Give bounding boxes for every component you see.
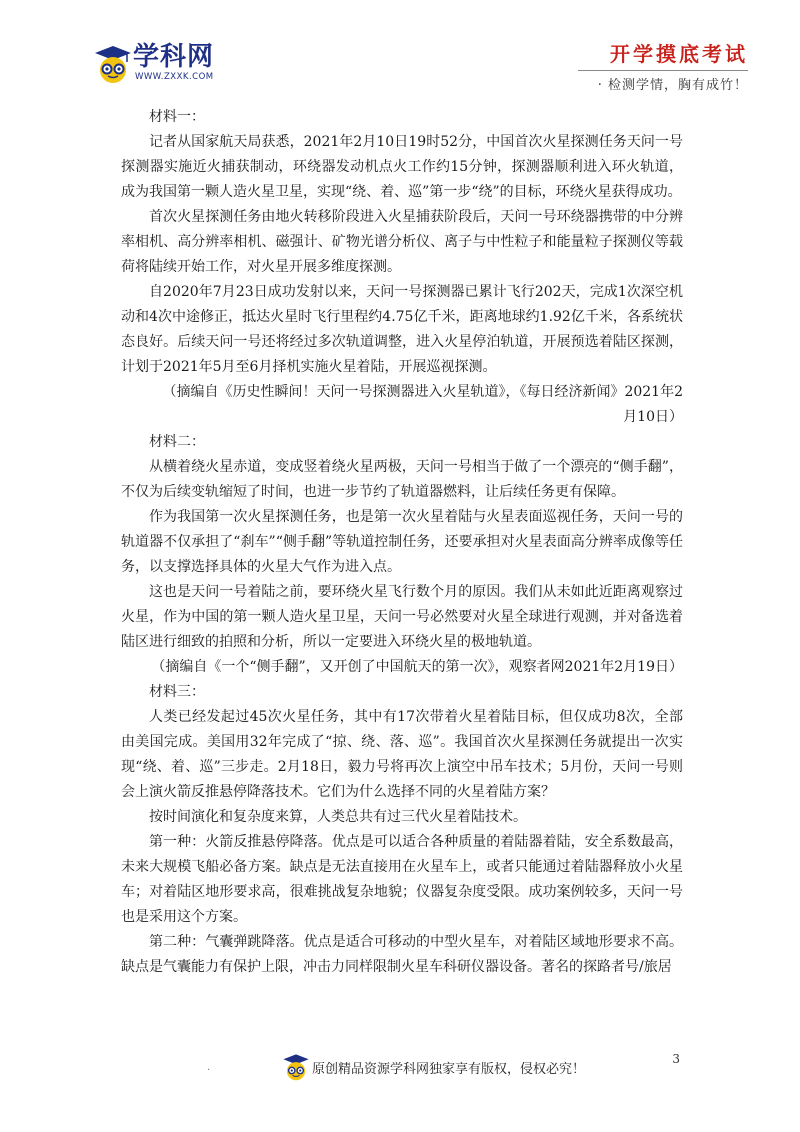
material-3-paragraph-3: 第一种：火箭反推悬停降落。优点是可以适合各种质量的着陆器着陆，安全系数最高，未来大规模飞船必备方案。缺点是无法直接用在火星车上，或者只能通过着陆器释放小火星车；对着陆区地形要求高，很难挑战复杂地貌；仪器复杂度受限。成功案例较多，天问一号也是采用这个方案。	[121, 834, 683, 925]
material-2-paragraph-3: 这也是天问一号着陆之前，要环绕火星飞行数个月的原因。我们从未如此近距离观察过火星，作为中国的第一颗人造火星卫星，天问一号必然要对火星全球进行观测，并对备选着陆区进行细致的拍照和分析，所以一定要进入环绕火星的极地轨道。	[121, 584, 683, 650]
logo-title: 学科网	[133, 42, 215, 72]
material-3-paragraph-1: 人类已经发起过45次火星任务，其中有17次带着火星着陆目标，但仅成功8次，全部由美国完成。美国用32年完成了“掠、绕、落、巡”。我国首次火星探测任务就提出一次实现“绕、着、巡”三步走。2月18日，毅力号将再次上演空中吊车技术；5月份，天问一号则会上演火箭反推悬停降落技术。它们为什么选择不同的火星着陆方案？	[121, 709, 683, 800]
brand-title: 开学摸底考试	[610, 42, 748, 66]
page-number: 3	[672, 1052, 680, 1066]
logo-url: WWW.ZXXK.COM	[135, 72, 214, 82]
copyright-notice: 原创精品资源学科网独家享有版权，侵权必究！	[312, 1062, 586, 1077]
footer-dot: .	[207, 1062, 211, 1073]
material-2-paragraph-1: 从横着绕火星赤道，变成竖着绕火星两极，天问一号相当于做了一个漂亮的“侧手翻”，不仅为后续变轨缩短了时间，也进一步节约了轨道器燃料，让后续任务更有保障。	[121, 459, 683, 500]
material-2-paragraph-2: 作为我国第一次火星探测任务，也是第一次火星着陆与火星表面巡视任务，天问一号的轨道器不仅承担了“刹车”“侧手翻”等轨道控制任务，还要承担对火星表面高分辨率成像等任务，以支撑选择具体的火星大气作为进入点。	[121, 509, 683, 575]
material-1-paragraph-1: 记者从国家航天局获悉，2021年2月10日19时52分，中国首次火星探测任务天问一号探测器实施近火捕获制动，环绕器发动机点火工作约15分钟，探测器顺利进入环火轨道，成为我国第一颗人造火星卫星，实现“绕、着、巡”第一步“绕”的目标，环绕火星获得成功。	[121, 134, 683, 200]
brand-divider	[578, 70, 748, 71]
document-body	[121, 105, 683, 980]
site-logo[interactable]	[93, 42, 243, 88]
brand-slogan: · 检测学情，胸有成竹！	[597, 78, 748, 93]
mascot-icon	[93, 44, 133, 84]
page-header	[0, 0, 800, 100]
material-1-heading: 材料一：	[149, 109, 205, 125]
material-1-paragraph-3: 自2020年7月23日成功发射以来，天问一号探测器已累计飞行202天，完成1次深空机动和4次中途修正，抵达火星时飞行里程约4.75亿千米，距离地球约1.92亿千米，各系统状态良好。后续天问一号还将经过多次轨道调整，进入火星停泊轨道，开展预选着陆区探测，计划于2021年5月至6月择机实施火星着陆，开展巡视探测。	[121, 284, 683, 375]
material-1-source: （摘编自《历史性瞬间！天问一号探测器进入火星轨道》，《每日经济新闻》2021年2月10日）	[162, 384, 683, 425]
material-3-paragraph-2: 按时间演化和复杂度来算，人类总共有过三代火星着陆技术。	[149, 809, 527, 825]
exam-brand	[578, 42, 748, 93]
material-2-source: （摘编自《一个“侧手翻”，又开创了中国航天的第一次》，观察者网2021年2月19日）	[151, 659, 683, 675]
mascot-icon	[282, 1052, 310, 1082]
material-2-heading: 材料二：	[149, 434, 205, 450]
page-footer	[0, 1052, 800, 1092]
material-1-paragraph-2: 首次火星探测任务由地火转移阶段进入火星捕获阶段后，天问一号环绕器携带的中分辨率相机、高分辨率相机、磁强计、矿物光谱分析仪、离子与中性粒子和能量粒子探测仪等载荷将陆续开始工作，对火星开展多维度探测。	[121, 209, 683, 275]
material-3-paragraph-4: 第二种：气囊弹跳降落。优点是适合可移动的中型火星车，对着陆区域地形要求不高。缺点是气囊能力有保护上限，冲击力同样限制火星车科研仪器设备。著名的探路者号/旅居	[121, 934, 683, 975]
material-3-heading: 材料三：	[149, 684, 205, 700]
